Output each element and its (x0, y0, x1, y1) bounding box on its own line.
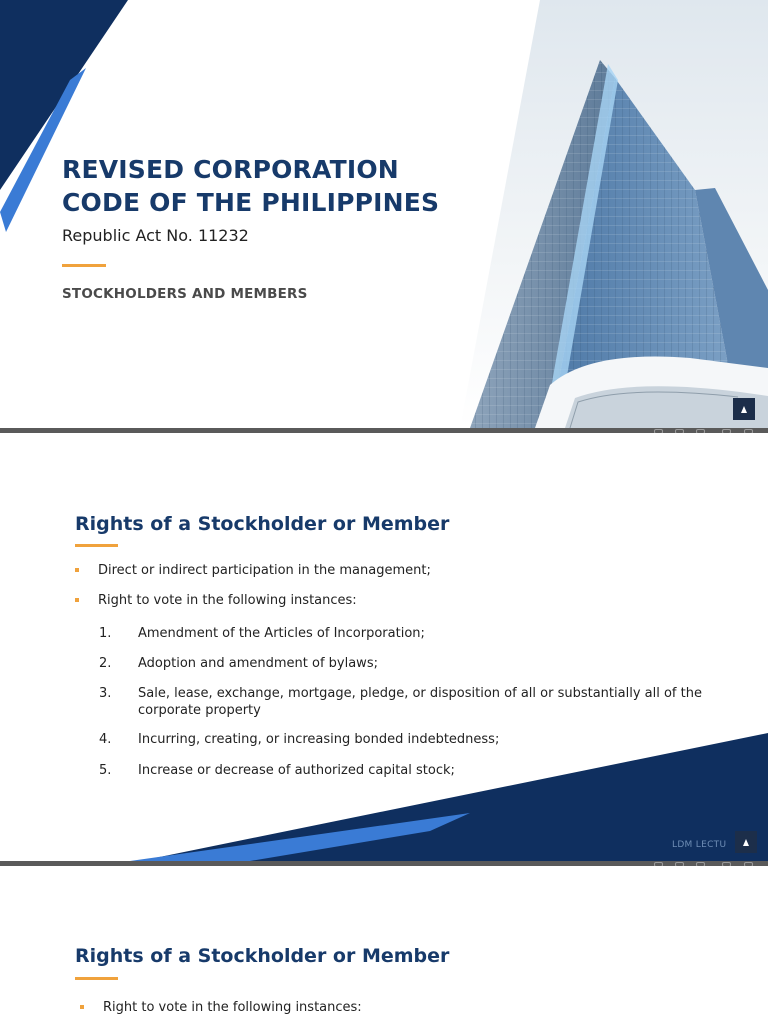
item-text: Sale, lease, exchange, mortgage, pledge, or disposition of all or substantially all of the corporate property (138, 686, 702, 718)
numbered-item (99, 685, 728, 719)
bullet-text: Right to vote in the following instances: (103, 1000, 362, 1015)
numbered-item (99, 731, 728, 748)
bullet-text: Right to vote in the following instances: (98, 593, 357, 608)
slide-rights-1 (0, 433, 768, 861)
numbered-item (99, 625, 728, 642)
bullet-item (75, 562, 431, 579)
accent-rule (75, 977, 118, 980)
brand-logo-icon (733, 398, 755, 420)
item-number: 2. (99, 656, 112, 671)
section-label: STOCKHOLDERS AND MEMBERS (62, 286, 308, 302)
item-number: 4. (99, 732, 112, 747)
item-number: 5. (99, 763, 112, 778)
numbered-item (99, 762, 728, 779)
item-text: Adoption and amendment of bylaws; (138, 656, 378, 671)
item-text: Incurring, creating, or increasing bonded indebtedness; (138, 732, 500, 747)
presentation-title (62, 153, 439, 219)
title-line-2: CODE OF THE PHILIPPINES (62, 188, 440, 217)
footer-label: LDM LECTU (672, 840, 727, 850)
slide-title (0, 0, 768, 428)
accent-rule (62, 264, 106, 267)
item-number: 3. (99, 686, 112, 701)
subtitle: Republic Act No. 11232 (62, 226, 249, 245)
accent-rule (75, 544, 118, 547)
bullet-item (75, 592, 357, 609)
item-text: Amendment of the Articles of Incorporation; (138, 626, 425, 641)
bullet-icon (80, 1005, 84, 1009)
bullet-icon (75, 568, 79, 572)
slide-heading: Rights of a Stockholder or Member (75, 945, 450, 967)
bottom-wave-decoration (0, 433, 768, 861)
item-number: 1. (99, 626, 112, 641)
brand-logo-icon (735, 831, 757, 853)
slide-heading: Rights of a Stockholder or Member (75, 513, 450, 535)
bullet-text: Direct or indirect participation in the management; (98, 563, 431, 578)
bullet-item (80, 999, 362, 1016)
numbered-item (99, 655, 728, 672)
item-text: Increase or decrease of authorized capital stock; (138, 763, 455, 778)
slide-rights-2 (0, 866, 768, 1024)
title-line-1: REVISED CORPORATION (62, 155, 399, 184)
skyscraper-photo (440, 0, 768, 428)
bullet-icon (75, 598, 79, 602)
